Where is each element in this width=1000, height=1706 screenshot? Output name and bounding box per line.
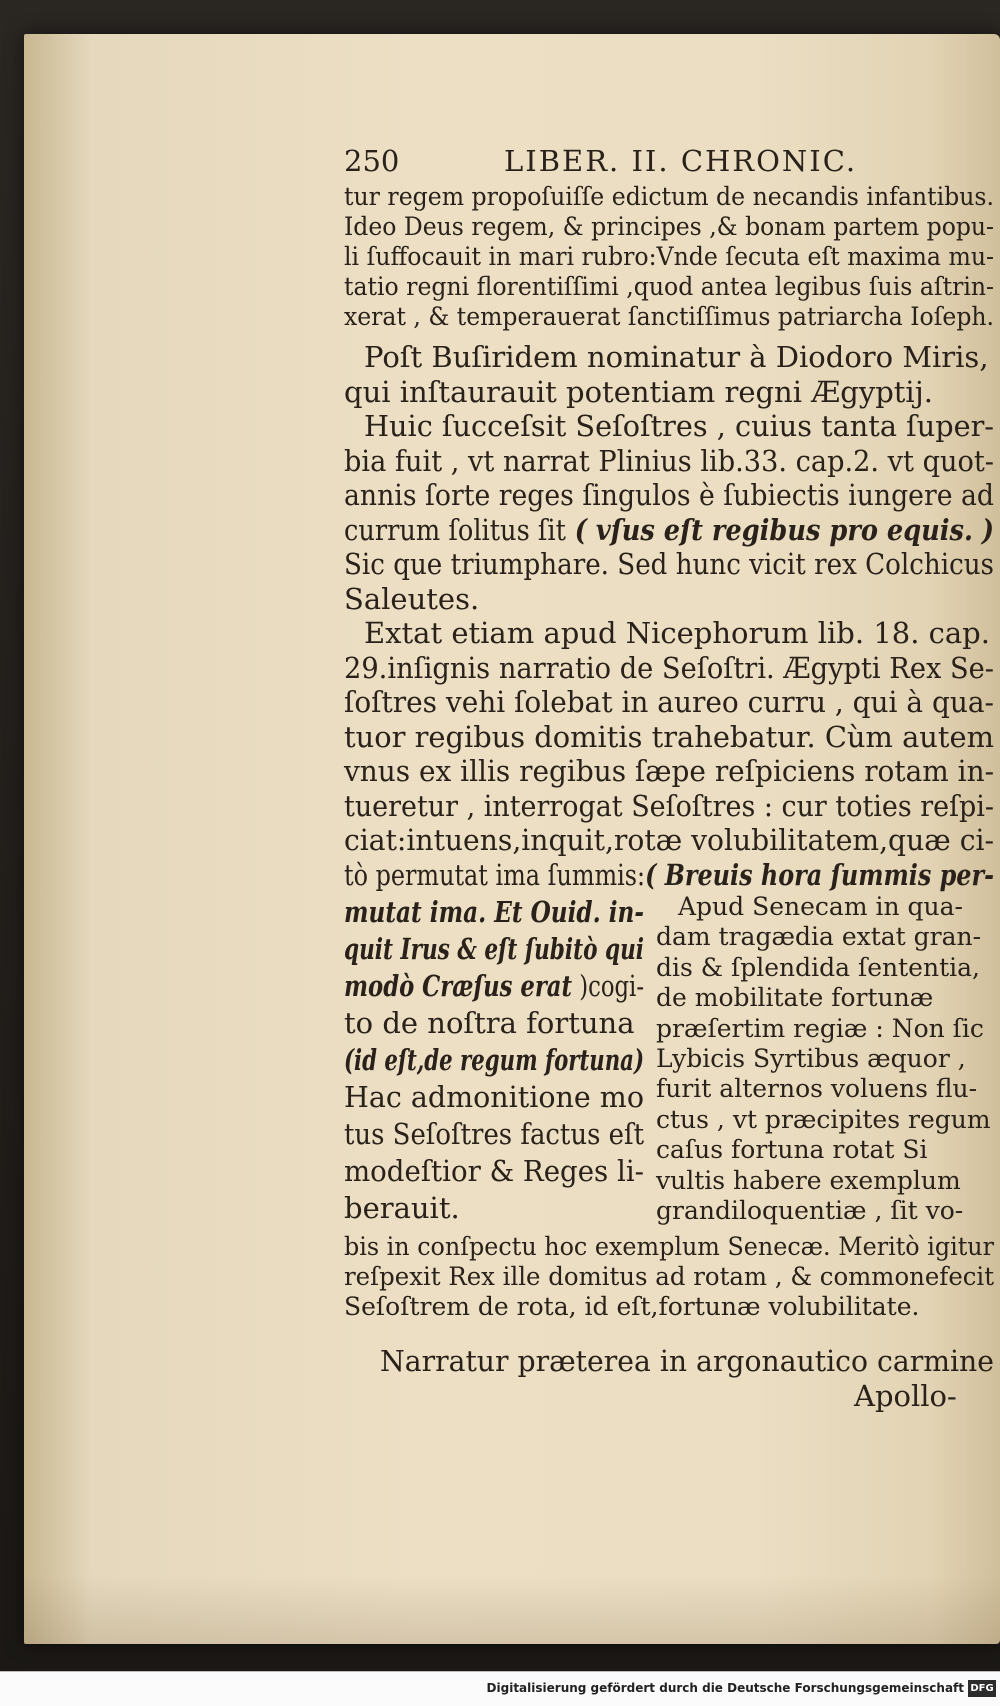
text-line: tuor regibus domitis trahebatur. Cùm autem <box>344 719 994 754</box>
text-fragment: to de noſtra fortuna <box>344 1006 635 1040</box>
text-fragment: (id eſt,de regum fortuna) <box>344 1043 645 1077</box>
column-line: ctus , vt præcipites regum <box>656 1104 991 1134</box>
text-line: annis ſorte reges ſingulos è ſubiectis iungere ad <box>344 478 995 512</box>
column-line: præſertim regiæ : Non ſic <box>656 1013 984 1043</box>
text-fragment: Hac admonitione mo <box>344 1080 644 1114</box>
text-line: ſoſtres vehi ſolebat in aureo curru , qui à qua- <box>344 685 994 719</box>
text-line: ciat:intuens,inquit,rotæ volubilitatem,quæ ci- <box>344 823 995 857</box>
column-line <box>344 1116 644 1153</box>
text-fragment: mutat ima. Et Ouid. in- <box>344 895 644 929</box>
column-line: de mobilitate fortunæ <box>656 983 934 1013</box>
text-line: li ſuffocauit in mari rubro:Vnde ſecuta eſt maxima mu- <box>344 242 995 271</box>
catchword: Apollo- <box>854 1378 957 1413</box>
text-fragment: quit Irus & eſt ſubitò qui <box>344 932 644 966</box>
text-line: vnus ex illis regibus ſæpe reſpiciens rotam in- <box>344 754 995 788</box>
text-fragment: )cogi- <box>572 969 645 1003</box>
text-line: Extat etiam apud Nicephorum lib. 18. cap. <box>364 616 990 650</box>
text-fragment: currum ſolitus ſit <box>344 512 566 547</box>
column-line <box>344 1005 635 1042</box>
column-line: grandiloquentiæ , ſit vo- <box>656 1196 964 1226</box>
text-line: bia fuit , vt narrat Plinius lib.33. cap.2. vt quot- <box>344 443 994 478</box>
column-line: Lybicis Syrtibus æquor , <box>656 1044 966 1074</box>
text-line: xerat , & temperauerat ſanctiſſimus patriarcha Ioſeph. <box>344 302 995 331</box>
italic-gloss: ( Breuis hora ſummis per- <box>645 857 995 892</box>
text-fragment: modò Cræſus erat <box>344 969 573 1003</box>
column-line <box>344 968 644 1005</box>
column-line: Apud Senecam in qua- <box>678 892 963 921</box>
column-line <box>344 931 644 968</box>
text-fragment: tus Seſoſtres factus eſt <box>344 1117 645 1151</box>
column-line <box>344 1079 644 1116</box>
text-line <box>344 858 994 892</box>
left-column <box>344 894 652 1227</box>
text-fragment: modeſtior & Reges li- <box>344 1154 645 1188</box>
text-line: tur regem propoſuiſſe edictum de necandis infantibus. <box>344 182 994 211</box>
column-line <box>344 894 644 931</box>
text-line: Poſt Buſiridem nominatur à Diodoro Miris, <box>364 340 989 374</box>
italic-gloss: ( vſus eſt regibus pro equis. ) <box>574 512 994 547</box>
dfg-logo-icon: DFG <box>968 1680 996 1697</box>
column-line: furit alternos voluens flu- <box>656 1074 978 1104</box>
right-column <box>656 892 1000 1226</box>
running-title: LIBER. II. CHRONIC. <box>504 144 858 178</box>
text-line: Sic que triumphare. Sed hunc vicit rex Colchicus <box>344 547 994 581</box>
column-line <box>344 1042 644 1079</box>
text-line: 29.inſignis narratio de Seſoſtri. Ægypti Rex Se- <box>344 650 995 685</box>
page-number: 250 <box>344 144 400 178</box>
column-line: dis & ſplendida ſententia, <box>656 952 980 982</box>
text-fragment: tò permutat ima ſummis: <box>344 857 646 892</box>
funding-credit: Digitalisierung gefördert durch die Deutsche Forschungsgemeinschaft <box>486 1681 964 1695</box>
column-line: vultis habere exemplum <box>656 1165 961 1195</box>
text-line: Seſoſtrem de rota, id eſt,fortunæ volubilitate. <box>344 1292 920 1322</box>
column-line: caſus fortuna rotat Si <box>656 1135 928 1165</box>
text-line <box>344 513 994 547</box>
book-page <box>24 34 1000 1644</box>
column-line <box>344 1190 460 1227</box>
column-line <box>344 1153 644 1190</box>
text-line: qui inſtaurauit potentiam regni Ægyptij. <box>344 374 933 409</box>
text-fragment: berauit. <box>344 1191 460 1225</box>
text-line: reſpexit Rex ille domitus ad rotam , & commonefecit <box>344 1262 995 1292</box>
text-line: Narratur præterea in argonautico carmine <box>380 1344 994 1379</box>
text-line: tueretur , interrogat Seſoſtres : cur toties reſpi- <box>344 788 995 823</box>
text-line: Ideo Deus regem, & principes ,& bonam partem popu- <box>344 212 994 241</box>
footer-bar <box>0 1671 1000 1706</box>
column-line: dam tragædia extat gran- <box>656 922 982 952</box>
text-line: Huic ſucceſsit Seſoſtres , cuius tanta ſuper- <box>364 409 995 443</box>
text-line: tatio regni florentiſſimi ,quod antea legibus ſuis aſtrin- <box>344 272 994 301</box>
text-line: bis in conſpectu hoc exemplum Senecæ. Meritò igitur <box>344 1232 995 1262</box>
text-line: Saleutes. <box>344 581 480 616</box>
